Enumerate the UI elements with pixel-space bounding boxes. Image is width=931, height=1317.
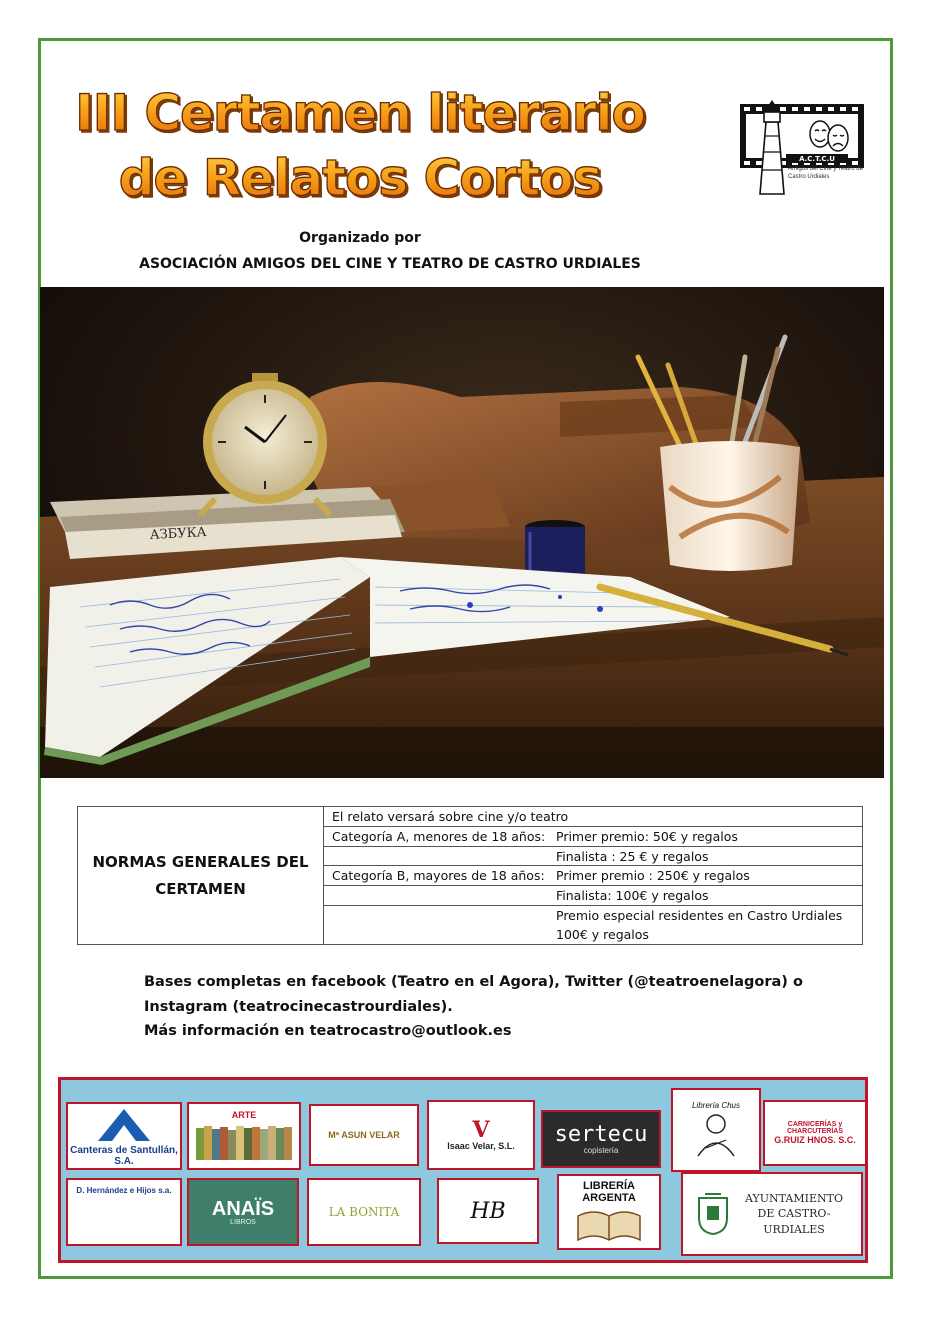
rules-cell-left: Categoría B, mayores de 18 años: bbox=[332, 868, 545, 884]
sponsor-logo bbox=[187, 1102, 301, 1170]
rules-cell-right: Finalista : 25 € y regalos bbox=[556, 848, 709, 864]
poster-title-line1: III Certamen literario bbox=[75, 84, 645, 142]
sponsor-logo bbox=[66, 1102, 182, 1170]
sponsor-name: LA BONITA bbox=[328, 1205, 400, 1219]
rules-row bbox=[324, 886, 862, 906]
rules-cell-right: Primer premio: 50€ y regalos bbox=[556, 828, 738, 844]
sponsor-logo bbox=[671, 1088, 761, 1172]
rules-table bbox=[77, 806, 863, 945]
sponsor-logo bbox=[187, 1178, 299, 1246]
sponsor-logo bbox=[763, 1100, 867, 1166]
sponsor-logo bbox=[557, 1174, 661, 1250]
sponsor-name: Librería Chus bbox=[691, 1100, 741, 1110]
rules-cell-left: Categoría A, menores de 18 años: bbox=[332, 828, 546, 844]
rules-row bbox=[324, 866, 862, 886]
logo-badge: A.C.T.C.U bbox=[799, 155, 835, 163]
sponsor-name: HB bbox=[470, 1198, 506, 1224]
still-life-photo bbox=[40, 287, 884, 778]
canteras-mountain-icon bbox=[94, 1105, 154, 1145]
town-crest-icon bbox=[695, 1192, 731, 1236]
rules-cell-left: El relato versará sobre cine y/o teatro bbox=[332, 809, 569, 824]
rules-row bbox=[324, 807, 862, 827]
rules-row bbox=[324, 847, 862, 867]
sponsor-name: sertecu bbox=[554, 1121, 648, 1147]
rules-heading: NORMAS GENERALES DEL CERTAMEN bbox=[78, 807, 324, 944]
info-line: Bases completas en facebook (Teatro en el Agora), Twitter (@teatroenelagora) o bbox=[144, 974, 803, 990]
sponsor-name: Isaac Velar, S.L. bbox=[447, 1141, 515, 1151]
rules-row bbox=[324, 906, 862, 944]
organizer-label: Organizado por bbox=[299, 230, 421, 246]
rules-row bbox=[324, 827, 862, 847]
sponsor-subtitle: CARNICERÍAS y CHARCUTERÍAS bbox=[787, 1121, 843, 1135]
sponsor-logo bbox=[427, 1100, 535, 1170]
sponsor-name: D. Hernández e Hijos s.a. bbox=[76, 1186, 172, 1195]
organizer-name: ASOCIACIÓN AMIGOS DEL CINE Y TEATRO DE CASTRO URDIALES bbox=[139, 256, 641, 272]
sponsor-logo bbox=[66, 1178, 182, 1246]
sponsor-logo bbox=[309, 1104, 419, 1166]
velar-v-icon: V bbox=[472, 1117, 490, 1143]
rules-cell-right: Finalista: 100€ y regalos bbox=[556, 888, 709, 904]
rules-body bbox=[324, 807, 862, 944]
info-text bbox=[144, 970, 844, 1044]
rules-cell-right: Premio especial residentes en Castro Urdiales 100€ y regalos bbox=[556, 907, 843, 943]
sponsor-name: AYUNTAMIENTO DE CASTRO-URDIALES bbox=[745, 1191, 843, 1236]
info-line: Instagram (teatrocinecastrourdiales). bbox=[144, 998, 453, 1015]
sponsors-panel bbox=[58, 1077, 868, 1263]
sponsor-logo bbox=[541, 1110, 661, 1168]
sponsor-name: Canteras de Santullán, S.A. bbox=[70, 1145, 178, 1167]
sponsor-logo bbox=[307, 1178, 421, 1246]
sponsor-name: ARTE bbox=[231, 1110, 257, 1120]
book-spine-title: АЗБУКА bbox=[149, 525, 207, 543]
sponsor-logo bbox=[681, 1172, 863, 1256]
sponsor-subtitle: copistería bbox=[583, 1145, 619, 1155]
sponsor-name: ANAÏS bbox=[211, 1197, 275, 1220]
logo-caption: Amigos del Cine y Teatro de Castro Urdiales bbox=[788, 166, 863, 180]
sponsor-name: LIBRERÍA ARGENTA bbox=[582, 1180, 636, 1204]
info-line: Más información en teatrocastro@outlook.es bbox=[144, 1023, 512, 1039]
sponsor-name: G.RUIZ HNOS. S.C. bbox=[774, 1135, 856, 1145]
rules-cell-right: Primer premio : 250€ y regalos bbox=[556, 868, 750, 884]
association-logo bbox=[738, 96, 866, 200]
books-row-icon bbox=[194, 1120, 294, 1162]
sponsor-name: Mª ASUN VELAR bbox=[328, 1130, 400, 1140]
sponsor-logo bbox=[437, 1178, 539, 1244]
poster-title-line2: de Relatos Cortos bbox=[118, 149, 602, 207]
open-book-icon bbox=[574, 1204, 644, 1244]
quixote-sketch-icon bbox=[686, 1110, 746, 1160]
sponsor-subtitle: LIBROS bbox=[230, 1218, 256, 1226]
